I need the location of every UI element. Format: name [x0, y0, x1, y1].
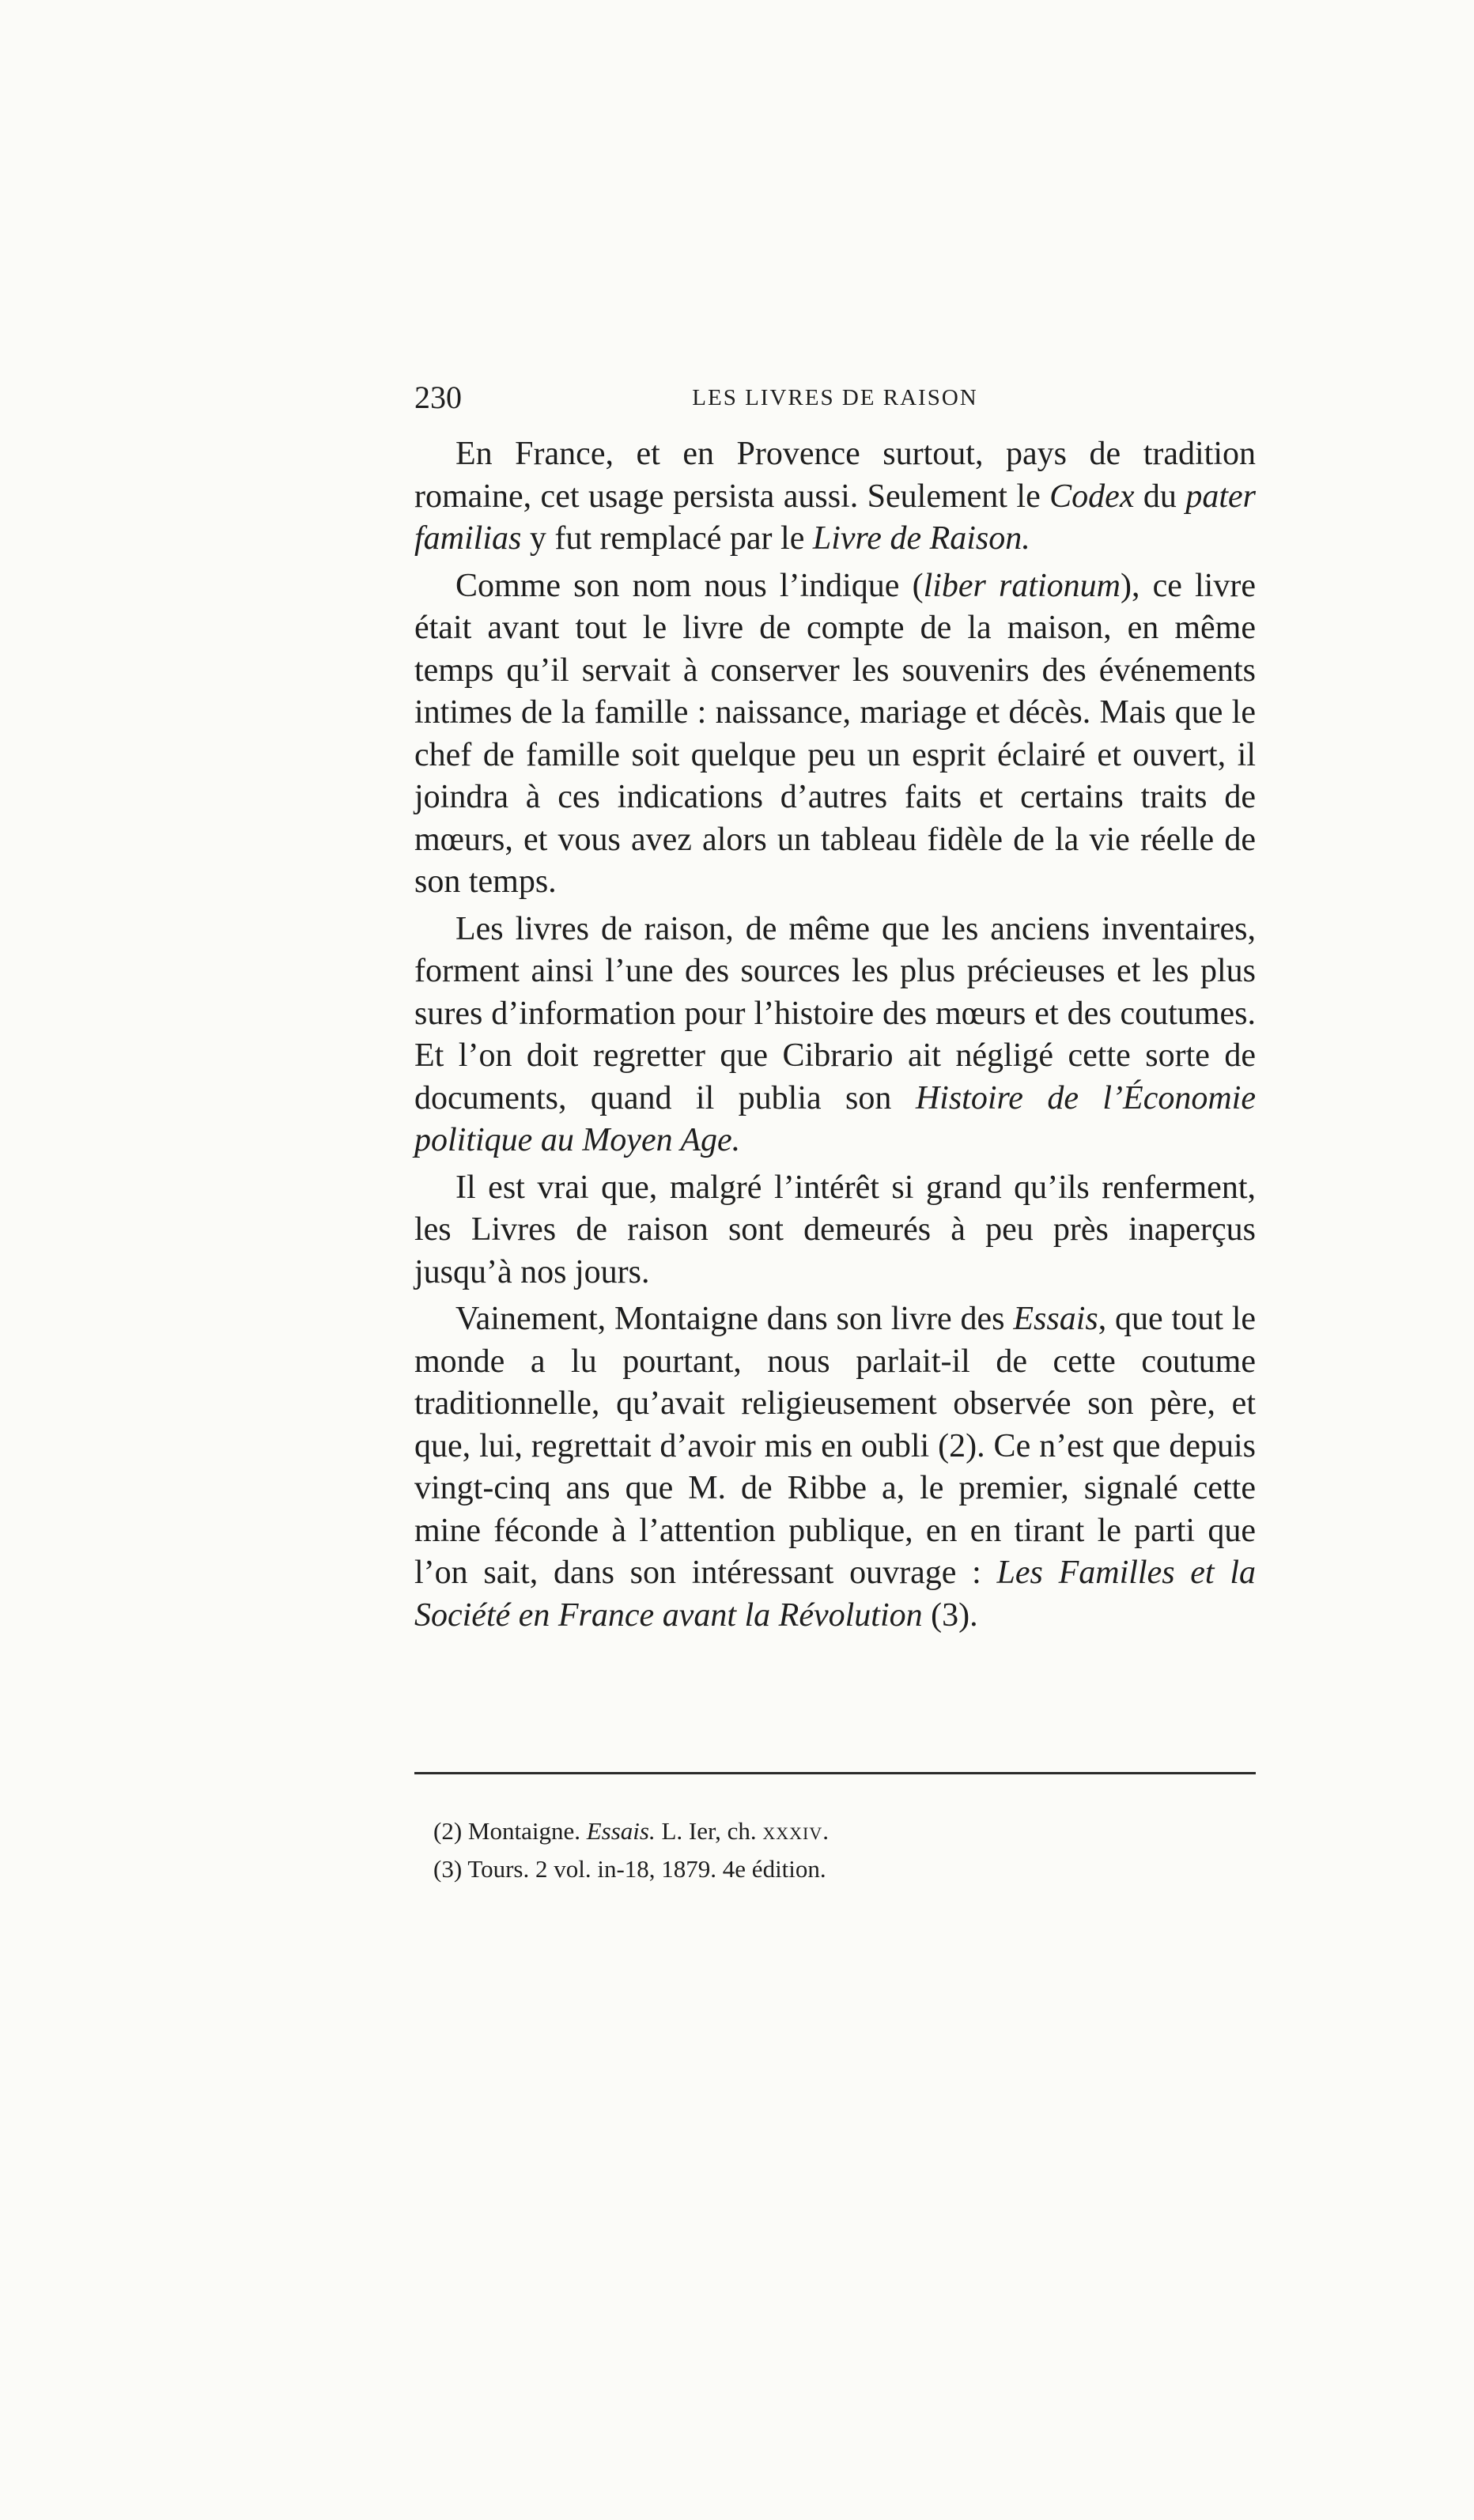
page-header — [414, 378, 1256, 417]
text-run: En France, et en Provence surtout, pays de tradition romaine, cet usage persista aussi. Seulement le — [414, 436, 1256, 515]
italic-text: Essais — [1013, 1301, 1098, 1337]
text-run: y fut remplacé par le — [521, 520, 813, 557]
text-run: du — [1134, 478, 1186, 515]
footnotes — [433, 1812, 1256, 1888]
italic-text: Codex — [1049, 478, 1135, 515]
paragraph — [414, 909, 1256, 1162]
italic-text: Histoire de l’Économie politique au Moyen Age. — [414, 1079, 1256, 1158]
paragraph — [414, 1167, 1256, 1294]
footnote — [433, 1850, 1256, 1888]
paragraph — [414, 565, 1256, 904]
text-run: L. Ier, ch. — [655, 1817, 763, 1845]
text-run: Comme son nom nous l’indique ( — [455, 567, 924, 604]
text-run: Il est vrai que, malgré l’intérêt si grand qu’ils renferment, les Livres de raison sont demeurés à peu près inaperçus jusqu’à nos jours. — [414, 1169, 1256, 1290]
italic-text: Livre de Raison. — [812, 520, 1030, 557]
text-run: (3) Tours. 2 vol. in-18, 1879. 4e édition. — [433, 1855, 826, 1883]
running-title: LES LIVRES DE RAISON — [692, 385, 978, 410]
paragraph — [414, 433, 1256, 561]
footnote — [433, 1812, 1256, 1850]
italic-text: liber rationum — [923, 567, 1121, 604]
paragraph — [414, 1298, 1256, 1637]
small-caps-text: xxxiv. — [762, 1817, 830, 1845]
page-number: 230 — [414, 380, 462, 415]
footnote-divider — [414, 1772, 1256, 1774]
text-run: Vainement, Montaigne dans son livre des — [455, 1301, 1014, 1337]
text-run: Les livres de raison, de même que les anciens inventaires, forment ainsi l’une des sources les plus précieuses et les plus sures d’information pour l’histoire des mœurs et des coutumes. Et l’on doit regretter que Cibrario ait négligé cette sorte de documents, quand il publia son — [414, 910, 1256, 1116]
text-run: (2) Montaigne. — [433, 1817, 587, 1845]
main-text — [414, 433, 1256, 1642]
text-run: , que tout le monde a lu pourtant, nous parlait-il de cette coutume traditionnelle, qu’avait religieusement observée son père, et que, lui, regrettait d’avoir mis en oubli (2). Ce n’est que depuis vingt-cinq ans que M. de Ribbe a, le premier, signalé cette mine féconde à l’attention publique, en en tirant le parti que l’on sait, dans son intéressant ouvrage : — [414, 1301, 1257, 1591]
italic-text: Essais. — [586, 1817, 656, 1845]
italic-text: pater familias — [414, 478, 1257, 557]
italic-text: Les Familles et la Société en France avant la Révolution — [414, 1555, 1257, 1634]
text-run: ), ce livre était avant tout le livre de compte de la maison, en même temps qu’il servait à conserver les souvenirs des événements intimes de la famille : naissance, mariage et décès. Mais que le chef de famille soit quelque peu un esprit éclairé et ouvert, il joindra à ces indications d’autres faits et certains traits de mœurs, et vous avez alors un tableau fidèle de la vie réelle de son temps. — [414, 567, 1256, 900]
text-run: (3). — [922, 1596, 978, 1634]
